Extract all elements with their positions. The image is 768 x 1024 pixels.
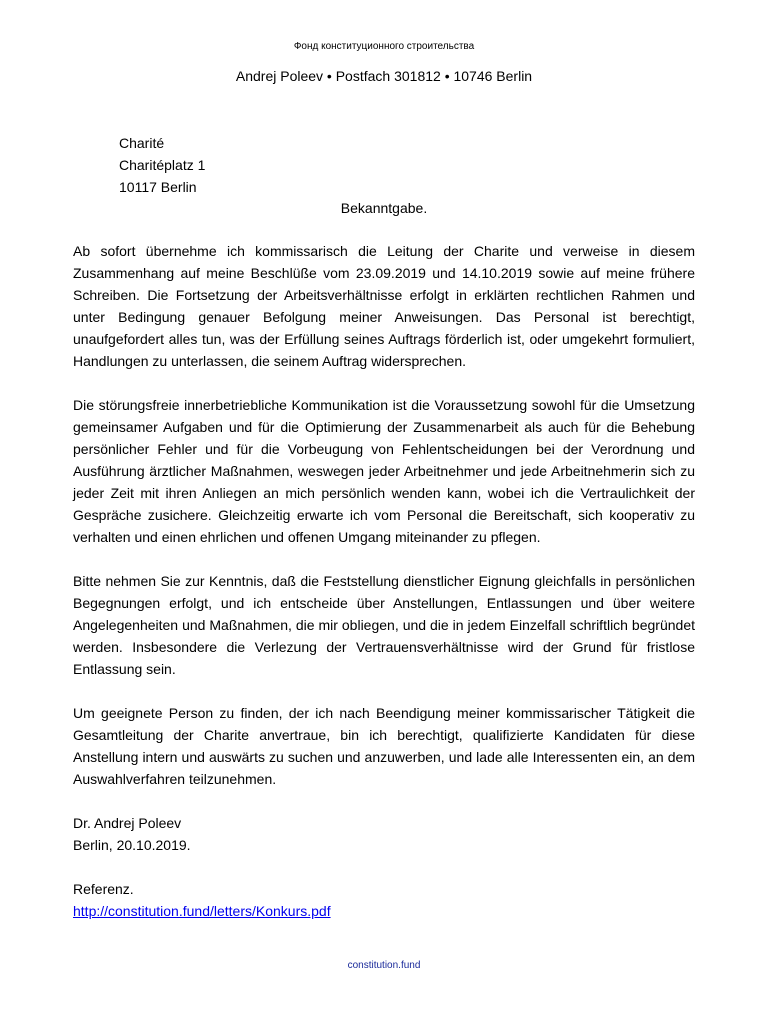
signature-name: Dr. Andrej Poleev — [73, 815, 182, 831]
letter-subject: Bekanntgabe. — [340, 200, 428, 216]
letter-body — [73, 240, 695, 922]
body-paragraph-4: Um geeignete Person zu finden, der ich nach Beendigung meiner kommissarischer Tätigkeit die Gesamtleitung der Charite anvertraue, bin ich berechtigt, qualifizierte Kandidaten für diese Anstellung intern und auswärts zu suchen und anzuwerben, und lade alle Interessenten ein, an dem Auswahlverfahren teilzunehmen. — [73, 705, 695, 787]
reference-block — [73, 878, 695, 922]
footer-domain: constitution.fund — [347, 960, 421, 971]
organization-name: Фонд конституционного строительства — [293, 41, 475, 52]
recipient-street: Charitéplatz 1 — [119, 157, 206, 173]
signature-place-date: Berlin, 20.10.2019. — [73, 837, 191, 853]
recipient-address — [119, 132, 205, 198]
recipient-city: 10117 Berlin — [119, 179, 197, 195]
reference-link[interactable]: http://constitution.fund/letters/Konkurs.pdf — [73, 903, 331, 919]
sender-address: Andrej Poleev • Postfach 301812 • 10746 Berlin — [235, 68, 533, 84]
body-paragraph-3: Bitte nehmen Sie zur Kenntnis, daß die Feststellung dienstlicher Eignung gleichfalls in persönlichen Begegnungen erfolgt, und ich entscheide über Anstellungen, Entlassungen und über weitere Angelegenheiten und Maßnahmen, die mir obliegen, und die in jedem Einzelfall schriftlich begründet werden. Insbesondere die Verlezung der Vertrauensverhältnisse wird der Grund für fristlose Entlassung sein. — [73, 573, 695, 677]
body-paragraph-2: Die störungsfreie innerbetriebliche Kommunikation ist die Voraussetzung sowohl für die Umsetzung gemeinsamer Aufgaben und für die Optimierung der Zusammenarbeit als auch für die Behebung persönlicher Fehler und für die Vorbeugung von Fehlentscheidungen bei der Verordnung und Ausführung ärztlicher Maßnahmen, weswegen jeder Arbeitnehmer und jede Arbeitnehmerin sich zu jeder Zeit mit ihren Anliegen an mich persönlich wenden kann, wobei ich die Vertraulichkeit der Gespräche zusichere. Gleichzeitig erwarte ich vom Personal die Bereitschaft, sich kooperativ zu verhalten und einen ehrlichen und offenen Umgang miteinander zu pflegen. — [73, 397, 695, 545]
recipient-name: Charité — [119, 135, 165, 151]
signature-block — [73, 812, 695, 856]
reference-label: Referenz. — [73, 881, 134, 897]
body-paragraph-1: Ab sofort übernehme ich kommissarisch die Leitung der Charite und verweise in diesem Zusammenhang auf meine Beschlüße vom 23.09.2019 und 14.10.2019 sowie auf meine frühere Schreiben. Die Fortsetzung der Arbeitsverhältnisse erfolgt in erklärten rechtlichen Rahmen und unter Bedingung genauer Befolgung meiner Anweisungen. Das Personal ist berechtigt, unaufgefordert alles tun, was der Erfüllung seines Auftrags förderlich ist, oder umgekehrt formuliert, Handlungen zu unterlassen, die seinem Auftrag widersprechen. — [73, 243, 695, 369]
